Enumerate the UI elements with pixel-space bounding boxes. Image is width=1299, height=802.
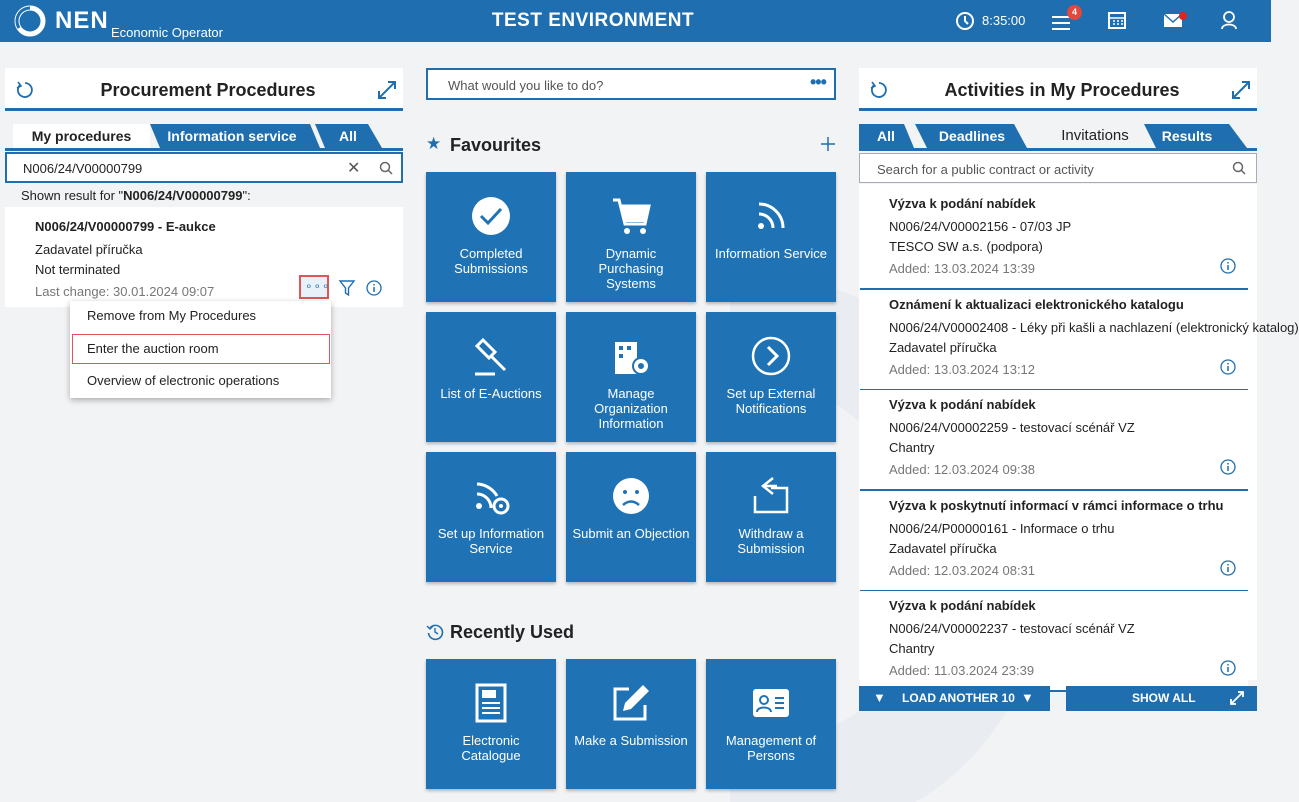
edit-icon <box>566 681 696 725</box>
activity-added-date: Added: 13.03.2024 13:39 <box>889 261 1036 276</box>
favourite-tile-label: Information Service <box>715 246 827 261</box>
recent-tile[interactable] <box>706 659 836 789</box>
clock-time: 8:35:00 <box>982 13 1026 28</box>
recent-tile-label: Management of Persons <box>725 733 817 763</box>
result-suffix: ": <box>242 188 251 203</box>
menu-remove-from-my-procedures[interactable]: Remove from My Procedures <box>87 308 257 323</box>
favourite-tile[interactable] <box>566 172 696 302</box>
tab-results[interactable]: Results <box>1161 128 1213 144</box>
add-favourite-icon[interactable] <box>820 136 836 152</box>
procedure-card-last-change: Last change: 30.01.2024 09:07 <box>35 284 215 299</box>
procedure-card-status: Not terminated <box>35 262 121 277</box>
result-query: N006/24/V00000799 <box>123 188 243 203</box>
activities-panel-title: Activities in My Procedures <box>944 80 1180 100</box>
favourite-tile[interactable] <box>706 452 836 582</box>
activity-info-icon[interactable] <box>1220 660 1238 678</box>
mail-icon[interactable] <box>1163 12 1189 30</box>
search-result-info <box>21 188 251 203</box>
panel-divider <box>5 108 403 111</box>
activity-title: Výzva k podání nabídek <box>889 397 1036 412</box>
tab-all-activities[interactable]: All <box>877 128 895 144</box>
activity-organization: Chantry <box>889 440 935 455</box>
favourite-tile-label: Completed Submissions <box>454 246 528 276</box>
show-all-button[interactable] <box>1066 686 1257 711</box>
favourite-tile-label: Submit an Objection <box>572 526 690 541</box>
favourite-tile[interactable] <box>426 452 556 582</box>
expand-activities-icon[interactable] <box>1231 80 1251 100</box>
procedure-search-field[interactable] <box>5 152 403 183</box>
favourite-tile-label: List of E-Auctions <box>440 386 542 401</box>
tab-deadlines[interactable]: Deadlines <box>938 128 1006 144</box>
tab-my-procedures[interactable]: My procedures <box>13 124 150 148</box>
favourite-tile-label: Set up External Notifications <box>726 386 816 416</box>
activity-title: Výzva k poskytnutí informací v rámci informace o trhu <box>889 497 1224 513</box>
activity-title: Oznámení k aktualizaci elektronického katalogu <box>889 296 1184 312</box>
user-icon[interactable] <box>1220 10 1238 30</box>
more-options-button[interactable] <box>299 275 329 299</box>
clock-icon <box>955 11 975 31</box>
show-all-label: SHOW ALL <box>1132 691 1196 705</box>
filter-icon[interactable] <box>339 279 355 297</box>
activity-procedure: N006/24/P00000161 - Informace o trhu <box>889 520 1115 536</box>
activity-procedure: N006/24/V00002237 - testovací scénář VZ <box>889 621 1135 636</box>
activity-added-date: Added: 13.03.2024 13:12 <box>889 361 1036 377</box>
activity-info-icon[interactable] <box>1220 258 1238 276</box>
check-circle-icon <box>426 194 556 238</box>
expand-small-icon <box>1229 690 1245 706</box>
menu-enter-auction-room[interactable]: Enter the auction room <box>72 334 330 364</box>
favourite-tile[interactable] <box>426 312 556 442</box>
result-prefix: Shown result for " <box>21 188 124 203</box>
favourite-tile-label: Withdraw a Submission <box>737 526 805 556</box>
activity-procedure: N006/24/V00002259 - testovací scénář VZ <box>889 420 1135 435</box>
expand-icon[interactable] <box>377 80 397 100</box>
procedure-search-input[interactable]: N006/24/V00000799 <box>23 161 143 176</box>
procedure-card-title: N006/24/V00000799 - E-aukce <box>35 219 216 234</box>
triangle-down-icon-right: ▼ <box>1021 690 1034 705</box>
recent-tile-label: Make a Submission <box>574 733 688 748</box>
favourites-title: Favourites <box>450 135 542 155</box>
favourite-tile-label: Manage Organization Information <box>594 386 668 431</box>
logo-text: NEN <box>55 7 109 34</box>
activity-info-icon[interactable] <box>1220 459 1238 477</box>
activity-item[interactable] <box>860 390 1248 491</box>
recent-tile-label: Electronic Catalogue <box>461 733 521 763</box>
load-more-button[interactable] <box>859 686 1050 711</box>
favourite-tile[interactable] <box>706 172 836 302</box>
activity-added-date: Added: 12.03.2024 09:38 <box>889 462 1036 477</box>
history-icon <box>426 623 444 641</box>
tab-all-procedures[interactable]: All <box>339 128 357 144</box>
logo-subtitle: Economic Operator <box>111 25 223 40</box>
search-icon[interactable] <box>379 161 393 175</box>
load-more-label: LOAD ANOTHER 10 <box>902 691 1015 705</box>
id-card-icon <box>706 681 836 725</box>
activity-added-date: Added: 11.03.2024 23:39 <box>889 663 1035 678</box>
sad-face-icon <box>566 474 696 518</box>
recently-used-title: Recently Used <box>450 622 575 642</box>
triangle-down-icon: ▼ <box>873 690 886 705</box>
chevron-circle-icon <box>706 334 836 378</box>
activity-title: Výzva k podání nabídek <box>889 196 1036 211</box>
favourite-tile[interactable] <box>426 172 556 302</box>
menu-badge: 4 <box>1067 5 1082 20</box>
rss-icon <box>706 194 836 238</box>
activity-info-icon[interactable] <box>1220 359 1238 377</box>
activity-procedure: N006/24/V00002156 - 07/03 JP <box>889 219 1072 234</box>
info-icon[interactable] <box>366 280 384 298</box>
activity-item[interactable] <box>860 290 1299 391</box>
cart-icon <box>566 194 696 238</box>
activity-search-input[interactable]: Search for a public contract or activity <box>877 162 1094 177</box>
action-search-input[interactable]: What would you like to do? <box>448 78 604 93</box>
procedure-card[interactable] <box>5 207 403 307</box>
activity-organization: TESCO SW a.s. (podpora) <box>889 239 1043 254</box>
recent-tile[interactable] <box>566 659 696 789</box>
menu-overview-electronic-operations[interactable]: Overview of electronic operations <box>87 373 280 388</box>
catalogue-icon <box>426 681 556 725</box>
tab-information-service[interactable]: Information service <box>167 128 297 144</box>
activities-tabs-underline <box>859 148 1257 151</box>
activity-item[interactable] <box>860 591 1248 692</box>
activity-search-field[interactable] <box>859 153 1257 183</box>
action-search-field[interactable] <box>426 68 836 100</box>
favourite-tile[interactable] <box>566 312 696 442</box>
withdraw-icon <box>706 474 836 518</box>
calendar-icon[interactable] <box>1108 11 1126 29</box>
activity-organization: Zadavatel příručka <box>889 339 997 355</box>
environment-title: TEST ENVIRONMENT <box>491 10 695 31</box>
recent-tile[interactable] <box>426 659 556 789</box>
tabs-underline <box>5 148 403 151</box>
activity-organization: Chantry <box>889 641 935 656</box>
gavel-icon <box>426 334 556 378</box>
activities-divider <box>859 108 1257 111</box>
ellipsis-icon: ∘∘∘ <box>305 279 331 293</box>
rss-gear-icon <box>426 474 556 518</box>
activity-info-icon[interactable] <box>1220 560 1238 578</box>
procedure-card-contracting-authority: Zadavatel příručka <box>35 242 143 257</box>
more-icon[interactable]: ••• <box>810 72 826 92</box>
activity-added-date: Added: 12.03.2024 08:31 <box>889 562 1036 578</box>
star-icon: ★ <box>426 134 442 153</box>
favourite-tile-label: Dynamic Purchasing Systems <box>598 246 664 291</box>
activity-item[interactable] <box>860 491 1248 592</box>
favourite-tile-label: Set up Information Service <box>437 526 545 556</box>
activity-procedure: N006/24/V00002408 - Léky při kašli a nachlazení (elektronický katalog) <box>889 319 1299 335</box>
activity-title: Výzva k podání nabídek <box>889 598 1036 613</box>
tab-invitations[interactable]: Invitations <box>1061 127 1129 144</box>
activity-item[interactable] <box>860 189 1248 290</box>
favourite-tile[interactable] <box>706 312 836 442</box>
activity-search-icon[interactable] <box>1232 161 1246 175</box>
procurement-panel-title: Procurement Procedures <box>100 80 316 100</box>
activity-organization: Zadavatel příručka <box>889 540 997 556</box>
clear-icon[interactable]: ✕ <box>347 160 361 177</box>
top-bar <box>0 0 1271 42</box>
favourite-tile[interactable] <box>566 452 696 582</box>
building-gear-icon <box>566 334 696 378</box>
